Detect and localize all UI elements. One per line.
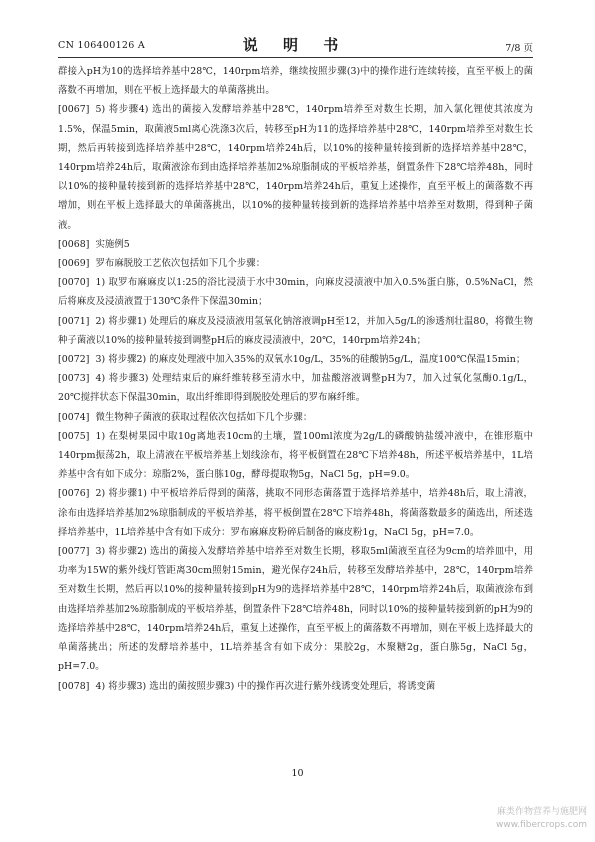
paragraph-number: [0067] (58, 104, 90, 116)
paragraph-text: 群接入pH为10的选择培养基中28℃，140rpm培养，继续按照步骤(3)中的操作进行连续转接，直至平板上的菌落数不再增加，则在平板上选择最大的单菌落挑出。 (58, 66, 533, 97)
paragraph (58, 235, 533, 254)
paragraph (58, 100, 533, 234)
header-divider (58, 57, 533, 58)
watermark-url: www.fibercrops.com (496, 820, 587, 830)
paragraph-number: [0070] (58, 277, 90, 289)
paragraph-text: 罗布麻脱胶工艺依次包括如下几个步骤： (95, 258, 266, 270)
paragraph (58, 369, 533, 407)
paragraph (58, 484, 533, 542)
paragraph (58, 677, 533, 696)
paragraph-text: 5) 将步骤4) 选出的菌接入发酵培养基中28℃，140rpm培养至对数生长期，加入氯化锂使其浓度为1.5%，保温5min，取菌液5ml离心洗涤3次后，转移至pH为11的选择培养基中28℃，140rpm培养至对数生长期，然后再转接到选择培养基中28℃，140rpm培养24h后，以10%的接种量转接到新的选择培养基中28℃，140rpm培养24h后，取菌液涂布到由选择培养基加2%琼脂制成的平板培养基，倒置条件下28℃培养48h，同时以10%的接种量转接到新的选择培养基中28℃，140rpm培养24h后，重复上述操作，直至平板上的菌落数不再增加，则在平板上选择最大的单菌落挑出，以10%的接种量转接到新的选择培养基中培养至对数期，得到种子菌液。 (58, 104, 533, 231)
paragraph-number: [0075] (58, 430, 90, 442)
paragraph-number: [0074] (58, 411, 90, 423)
paragraph-text: 4) 将步骤3) 处理结束后的麻纤维转移至清水中，加盐酸溶液调整pH为7，加入过氧化氢酶0.1g/L，20℃搅拌状态下保温30min，取出纤维即得到脱胶处理后的罗布麻纤维。 (58, 373, 533, 404)
page-header (58, 34, 533, 56)
document-title: 说 明 书 (242, 36, 349, 54)
paragraph-text: 4) 将步骤3) 选出的菌按照步骤3) 中的操作再次进行紫外线诱变处理后，将诱变菌 (95, 680, 436, 692)
paragraph-number: [0068] (58, 238, 90, 250)
paragraph (58, 62, 533, 100)
paragraph-number: [0076] (58, 488, 90, 500)
paragraph (58, 408, 533, 427)
paragraph (58, 312, 533, 350)
paragraph-number: [0073] (58, 373, 90, 385)
paragraph-text: 实施例5 (95, 238, 130, 250)
page-reference: 7/8 页 (505, 43, 533, 54)
paragraph-text: 3) 将步骤2) 的麻皮处理液中加入35%的双氧水10g/L，35%的硅酸钠5g/L，温度100℃保温15min； (95, 354, 526, 366)
paragraph-text: 3) 将步骤2) 选出的菌接入发酵培养基中培养至对数生长期，移取5ml菌液至直径为9cm的培养皿中，用功率为15W的紫外线灯管距离30cm照射15min，避光保存24h后，转移至发酵培养基中，28℃，140rpm培养至对数生长期，然后再以10%的接种量转接到pH为9的选择培养基中28℃，140rpm培养24h后，取菌液涂布到由选择培养基加2%琼脂制成的平板培养基，倒置条件下28℃培养48h，同时以10%的接种量转接到新的pH为9的选择培养基中28℃，140rpm培养24h后，重复上述操作，直至平板上的菌落数不再增加，则在平板上选择最大的单菌落挑出；所述的发酵培养基中，1L培养基含有如下成分：果胶2g，木聚糖2g，蛋白胨5g，NaCl 5g，pH=7.0。 (58, 546, 533, 673)
watermark-name: 麻类作物营养与施肥网 (496, 807, 587, 817)
paragraph-text: 1) 在梨树果园中取10g离地表10cm的土壤，置100ml浓度为2g/L的磷酸钠盐缓冲液中，在锥形瓶中140rpm振荡2h，取上清液在平板培养基上划线涂布，将平板倒置在28℃下培养48h，所述平板培养基中，1L培养基中含有如下成分：琼脂2%，蛋白胨10g，酵母提取物5g，NaCl 5g，pH=9.0。 (58, 430, 533, 481)
paragraph-number: [0071] (58, 315, 90, 327)
paragraph-number: [0069] (58, 258, 90, 270)
paragraph-number: [0078] (58, 680, 90, 692)
paragraph (58, 273, 533, 311)
paragraph-number: [0072] (58, 354, 90, 366)
site-watermark (496, 806, 587, 832)
paragraph (58, 350, 533, 369)
paragraph (58, 542, 533, 676)
paragraph (58, 427, 533, 485)
paragraph-text: 微生物种子菌液的获取过程依次包括如下几个步骤： (95, 411, 313, 423)
paragraph-text: 1) 取罗布麻麻皮以1:25的浴比浸渍于水中30min，向麻皮浸渍液中加入0.5%蛋白胨，0.5%NaCl，然后将麻皮及浸渍液置于130℃条件下保温30min； (58, 277, 533, 308)
paragraph-text: 2) 将步骤1) 中平板培养后得到的菌落，挑取不同形态菌落置于选择培养基中，培养48h后，取上清液，涂布由选择培养基加2%琼脂制成的平板培养基，将平板倒置在28℃下培养48h，将菌落数最多的菌选出，所述选择培养基中，1L培养基中含有如下成分：罗布麻麻皮粉碎后制备的麻皮粉1g，NaCl 5g，pH=7.0。 (58, 488, 533, 538)
publication-number: CN 106400126 A (58, 40, 146, 51)
document-body (58, 62, 533, 696)
paragraph (58, 254, 533, 273)
paragraph-text: 2) 将步骤1) 处理后的麻皮及浸渍液用氢氧化钠溶液调pH至12，并加入5g/L的渗透剂壮温80，将微生物种子菌液以10%的接种量转接到调整pH后的麻皮浸渍液中，20℃，140rpm培养24h； (58, 315, 533, 346)
paragraph-number: [0077] (58, 546, 90, 558)
page-number: 10 (291, 768, 304, 779)
